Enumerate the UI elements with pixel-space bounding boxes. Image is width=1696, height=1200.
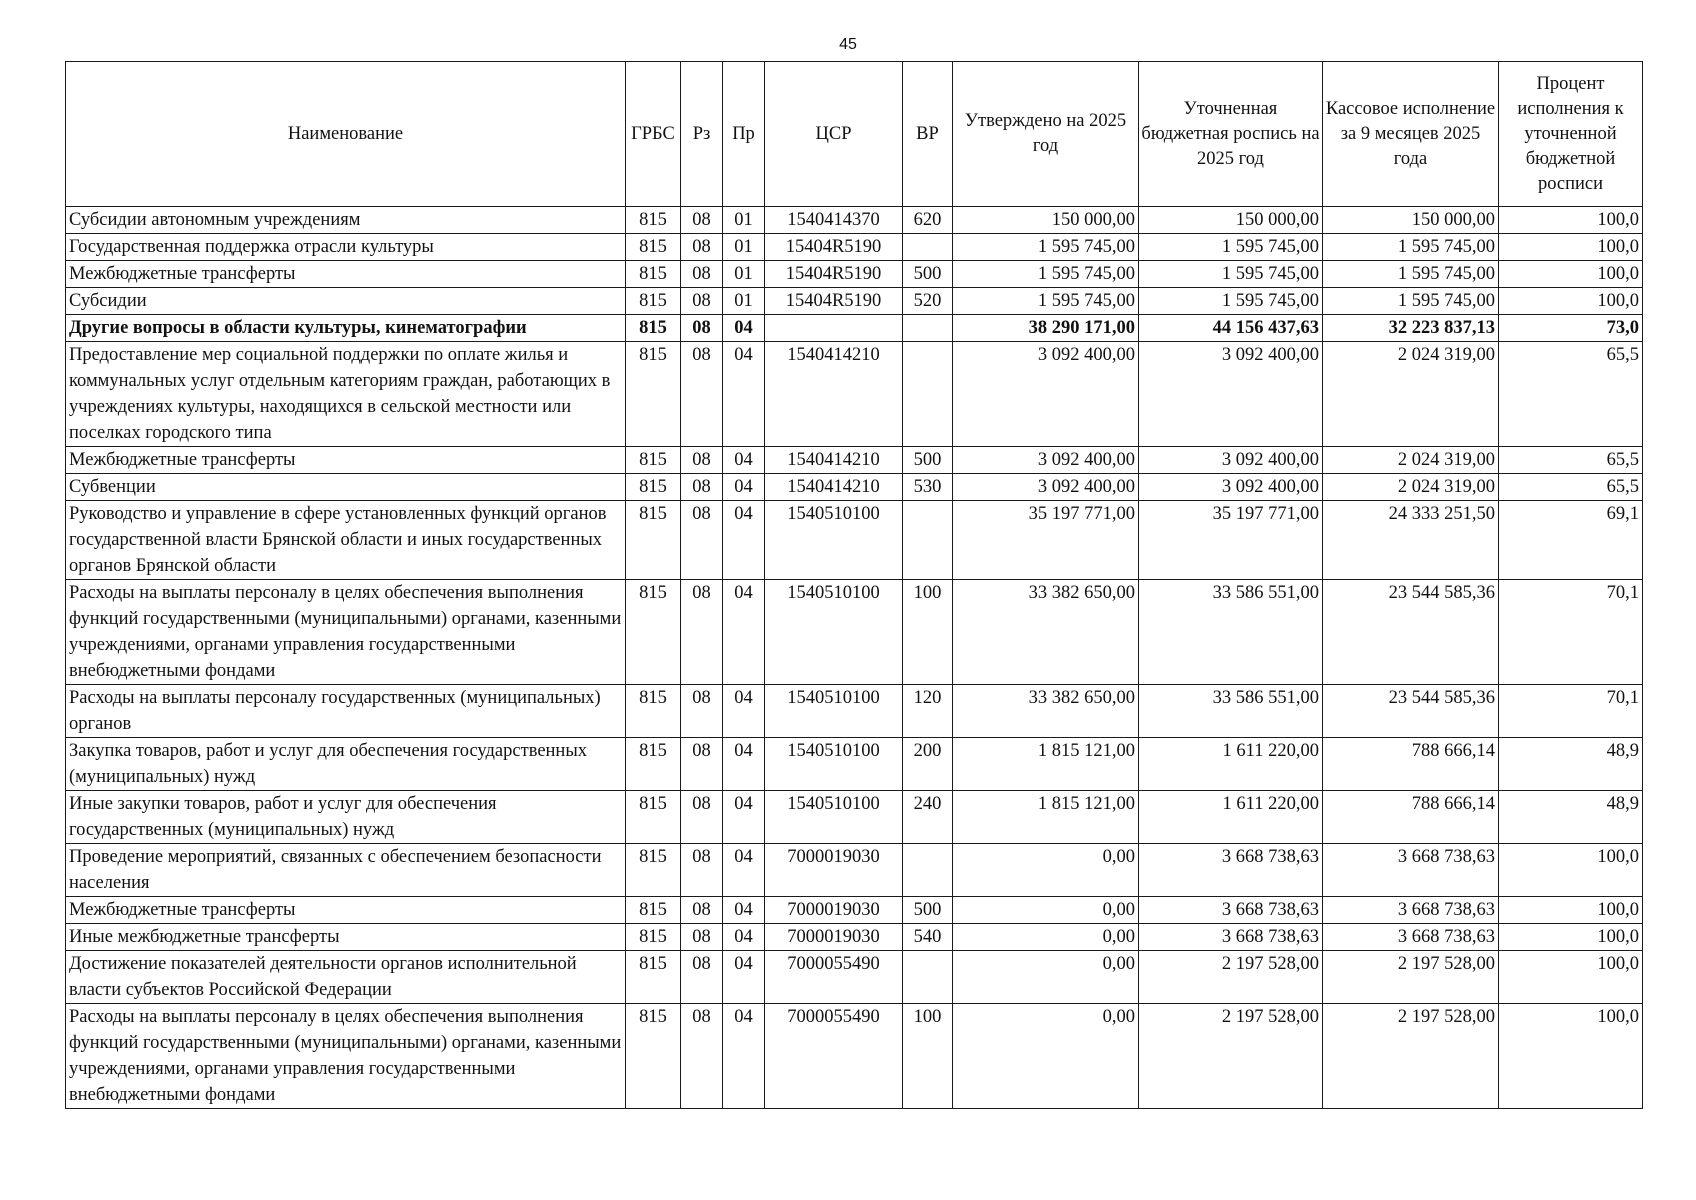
row-percent: 65,5 <box>1499 474 1643 501</box>
row-rz: 08 <box>681 234 723 261</box>
table-row <box>66 951 1643 1004</box>
row-percent: 100,0 <box>1499 951 1643 1004</box>
table-row <box>66 315 1643 342</box>
table-row <box>66 844 1643 897</box>
table-row <box>66 288 1643 315</box>
row-percent: 100,0 <box>1499 207 1643 234</box>
row-csr: 1540510100 <box>765 501 903 580</box>
row-name: Государственная поддержка отрасли культуры <box>66 234 626 261</box>
row-pr: 04 <box>723 924 765 951</box>
table-row <box>66 501 1643 580</box>
row-rz: 08 <box>681 261 723 288</box>
row-rz: 08 <box>681 791 723 844</box>
table-row <box>66 261 1643 288</box>
header-csr: ЦСР <box>765 62 903 207</box>
row-approved: 1 815 121,00 <box>953 791 1139 844</box>
row-grbs: 815 <box>626 342 681 447</box>
row-approved: 150 000,00 <box>953 207 1139 234</box>
table-row <box>66 207 1643 234</box>
row-name: Межбюджетные трансферты <box>66 447 626 474</box>
row-pr: 04 <box>723 897 765 924</box>
row-cash: 23 544 585,36 <box>1323 685 1499 738</box>
row-name: Руководство и управление в сфере установленных функций органов государственной власти Брянской области и иных государственных органов Брянской области <box>66 501 626 580</box>
row-percent: 73,0 <box>1499 315 1643 342</box>
row-percent: 70,1 <box>1499 685 1643 738</box>
row-cash: 3 668 738,63 <box>1323 924 1499 951</box>
row-vr: 540 <box>903 924 953 951</box>
row-rz: 08 <box>681 1004 723 1109</box>
row-rz: 08 <box>681 738 723 791</box>
row-vr <box>903 501 953 580</box>
row-cash: 1 595 745,00 <box>1323 234 1499 261</box>
header-percent: Процент исполнения к уточненной бюджетной росписи <box>1499 62 1643 207</box>
row-refined: 2 197 528,00 <box>1139 951 1323 1004</box>
row-vr: 620 <box>903 207 953 234</box>
row-name: Расходы на выплаты персоналу государственных (муниципальных) органов <box>66 685 626 738</box>
row-percent: 65,5 <box>1499 342 1643 447</box>
row-cash: 3 668 738,63 <box>1323 844 1499 897</box>
row-vr: 500 <box>903 897 953 924</box>
row-name: Субсидии автономным учреждениям <box>66 207 626 234</box>
row-rz: 08 <box>681 288 723 315</box>
row-vr <box>903 315 953 342</box>
row-csr: 1540414210 <box>765 474 903 501</box>
row-rz: 08 <box>681 844 723 897</box>
row-grbs: 815 <box>626 234 681 261</box>
row-grbs: 815 <box>626 844 681 897</box>
row-name: Расходы на выплаты персоналу в целях обеспечения выполнения функций государственными (муниципальными) органами, казенными учреждениями, органами управления государственными внебюджетными фондами <box>66 580 626 685</box>
row-grbs: 815 <box>626 1004 681 1109</box>
row-name: Проведение мероприятий, связанных с обеспечением безопасности населения <box>66 844 626 897</box>
row-pr: 01 <box>723 234 765 261</box>
row-csr <box>765 315 903 342</box>
row-approved: 35 197 771,00 <box>953 501 1139 580</box>
row-approved: 1 815 121,00 <box>953 738 1139 791</box>
table-row <box>66 897 1643 924</box>
header-cash: Кассовое исполнение за 9 месяцев 2025 года <box>1323 62 1499 207</box>
row-name: Закупка товаров, работ и услуг для обеспечения государственных (муниципальных) нужд <box>66 738 626 791</box>
row-pr: 04 <box>723 501 765 580</box>
row-pr: 04 <box>723 738 765 791</box>
table-row <box>66 738 1643 791</box>
page-number: 45 <box>839 36 857 53</box>
row-refined: 1 595 745,00 <box>1139 288 1323 315</box>
row-pr: 01 <box>723 288 765 315</box>
row-cash: 1 595 745,00 <box>1323 261 1499 288</box>
row-pr: 04 <box>723 315 765 342</box>
row-grbs: 815 <box>626 924 681 951</box>
row-csr: 1540510100 <box>765 580 903 685</box>
row-cash: 2 024 319,00 <box>1323 342 1499 447</box>
row-refined: 1 595 745,00 <box>1139 261 1323 288</box>
row-csr: 15404R5190 <box>765 234 903 261</box>
row-name: Межбюджетные трансферты <box>66 897 626 924</box>
header-rz: Рз <box>681 62 723 207</box>
row-percent: 100,0 <box>1499 288 1643 315</box>
row-percent: 70,1 <box>1499 580 1643 685</box>
table-row <box>66 234 1643 261</box>
row-rz: 08 <box>681 342 723 447</box>
budget-table <box>65 61 1643 1109</box>
row-percent: 100,0 <box>1499 897 1643 924</box>
row-vr: 500 <box>903 447 953 474</box>
row-pr: 04 <box>723 580 765 685</box>
table-row <box>66 685 1643 738</box>
table-row <box>66 1004 1643 1109</box>
row-approved: 1 595 745,00 <box>953 288 1139 315</box>
row-name: Достижение показателей деятельности органов исполнительной власти субъектов Российской Федерации <box>66 951 626 1004</box>
header-name: Наименование <box>66 62 626 207</box>
header-grbs: ГРБС <box>626 62 681 207</box>
row-name: Расходы на выплаты персоналу в целях обеспечения выполнения функций государственными (муниципальными) органами, казенными учреждениями, органами управления государственными внебюджетными фондами <box>66 1004 626 1109</box>
table-header-row <box>66 62 1643 207</box>
row-name: Предоставление мер социальной поддержки по оплате жилья и коммунальных услуг отдельным категориям граждан, работающих в учреждениях культуры, находящихся в сельской местности или поселках городского типа <box>66 342 626 447</box>
row-refined: 33 586 551,00 <box>1139 580 1323 685</box>
row-refined: 3 092 400,00 <box>1139 447 1323 474</box>
row-percent: 48,9 <box>1499 738 1643 791</box>
row-approved: 1 595 745,00 <box>953 261 1139 288</box>
row-cash: 788 666,14 <box>1323 791 1499 844</box>
row-cash: 788 666,14 <box>1323 738 1499 791</box>
table-row <box>66 580 1643 685</box>
row-vr <box>903 951 953 1004</box>
row-percent: 100,0 <box>1499 261 1643 288</box>
row-grbs: 815 <box>626 447 681 474</box>
row-csr: 1540510100 <box>765 685 903 738</box>
row-rz: 08 <box>681 207 723 234</box>
row-cash: 23 544 585,36 <box>1323 580 1499 685</box>
row-refined: 3 668 738,63 <box>1139 897 1323 924</box>
row-rz: 08 <box>681 447 723 474</box>
row-percent: 48,9 <box>1499 791 1643 844</box>
row-approved: 3 092 400,00 <box>953 474 1139 501</box>
header-refined: Уточненная бюджетная роспись на 2025 год <box>1139 62 1323 207</box>
row-pr: 04 <box>723 951 765 1004</box>
row-refined: 2 197 528,00 <box>1139 1004 1323 1109</box>
row-refined: 1 611 220,00 <box>1139 791 1323 844</box>
row-name: Субвенции <box>66 474 626 501</box>
row-approved: 0,00 <box>953 897 1139 924</box>
row-vr: 100 <box>903 580 953 685</box>
row-pr: 04 <box>723 1004 765 1109</box>
row-approved: 3 092 400,00 <box>953 447 1139 474</box>
table-row <box>66 474 1643 501</box>
row-cash: 32 223 837,13 <box>1323 315 1499 342</box>
row-csr: 1540510100 <box>765 791 903 844</box>
row-approved: 0,00 <box>953 1004 1139 1109</box>
row-cash: 1 595 745,00 <box>1323 288 1499 315</box>
row-rz: 08 <box>681 580 723 685</box>
row-grbs: 815 <box>626 791 681 844</box>
row-name: Межбюджетные трансферты <box>66 261 626 288</box>
row-csr: 1540414210 <box>765 342 903 447</box>
header-approved: Утверждено на 2025 год <box>953 62 1139 207</box>
row-approved: 1 595 745,00 <box>953 234 1139 261</box>
row-grbs: 815 <box>626 738 681 791</box>
row-refined: 3 668 738,63 <box>1139 844 1323 897</box>
row-vr: 500 <box>903 261 953 288</box>
row-name: Иные закупки товаров, работ и услуг для обеспечения государственных (муниципальных) нужд <box>66 791 626 844</box>
row-refined: 1 611 220,00 <box>1139 738 1323 791</box>
row-approved: 0,00 <box>953 924 1139 951</box>
row-pr: 04 <box>723 844 765 897</box>
row-grbs: 815 <box>626 951 681 1004</box>
row-vr: 100 <box>903 1004 953 1109</box>
row-pr: 04 <box>723 342 765 447</box>
row-approved: 33 382 650,00 <box>953 685 1139 738</box>
row-rz: 08 <box>681 685 723 738</box>
row-percent: 69,1 <box>1499 501 1643 580</box>
row-approved: 0,00 <box>953 951 1139 1004</box>
row-csr: 7000055490 <box>765 951 903 1004</box>
row-pr: 04 <box>723 447 765 474</box>
row-cash: 2 197 528,00 <box>1323 951 1499 1004</box>
table-row <box>66 342 1643 447</box>
table-row <box>66 924 1643 951</box>
row-cash: 2 024 319,00 <box>1323 447 1499 474</box>
row-grbs: 815 <box>626 580 681 685</box>
row-rz: 08 <box>681 315 723 342</box>
row-pr: 04 <box>723 474 765 501</box>
row-pr: 04 <box>723 791 765 844</box>
row-cash: 3 668 738,63 <box>1323 897 1499 924</box>
row-grbs: 815 <box>626 315 681 342</box>
row-approved: 0,00 <box>953 844 1139 897</box>
row-percent: 65,5 <box>1499 447 1643 474</box>
table-row <box>66 791 1643 844</box>
row-name: Субсидии <box>66 288 626 315</box>
row-refined: 1 595 745,00 <box>1139 234 1323 261</box>
row-csr: 7000019030 <box>765 924 903 951</box>
row-grbs: 815 <box>626 207 681 234</box>
row-vr: 520 <box>903 288 953 315</box>
row-csr: 7000019030 <box>765 897 903 924</box>
row-vr <box>903 234 953 261</box>
row-rz: 08 <box>681 474 723 501</box>
row-cash: 2 197 528,00 <box>1323 1004 1499 1109</box>
table-body <box>66 207 1643 1109</box>
row-percent: 100,0 <box>1499 924 1643 951</box>
row-rz: 08 <box>681 897 723 924</box>
row-cash: 2 024 319,00 <box>1323 474 1499 501</box>
row-csr: 7000055490 <box>765 1004 903 1109</box>
row-vr: 120 <box>903 685 953 738</box>
row-csr: 1540414370 <box>765 207 903 234</box>
row-pr: 01 <box>723 207 765 234</box>
row-vr <box>903 844 953 897</box>
row-grbs: 815 <box>626 685 681 738</box>
row-refined: 3 092 400,00 <box>1139 474 1323 501</box>
row-refined: 35 197 771,00 <box>1139 501 1323 580</box>
row-csr: 15404R5190 <box>765 261 903 288</box>
row-approved: 38 290 171,00 <box>953 315 1139 342</box>
row-rz: 08 <box>681 951 723 1004</box>
table-row <box>66 447 1643 474</box>
row-grbs: 815 <box>626 897 681 924</box>
row-grbs: 815 <box>626 501 681 580</box>
row-vr: 240 <box>903 791 953 844</box>
row-name: Иные межбюджетные трансферты <box>66 924 626 951</box>
row-refined: 3 092 400,00 <box>1139 342 1323 447</box>
row-refined: 44 156 437,63 <box>1139 315 1323 342</box>
row-pr: 01 <box>723 261 765 288</box>
row-cash: 150 000,00 <box>1323 207 1499 234</box>
row-vr: 200 <box>903 738 953 791</box>
row-name: Другие вопросы в области культуры, кинематографии <box>66 315 626 342</box>
row-cash: 24 333 251,50 <box>1323 501 1499 580</box>
row-grbs: 815 <box>626 288 681 315</box>
row-refined: 33 586 551,00 <box>1139 685 1323 738</box>
row-percent: 100,0 <box>1499 844 1643 897</box>
row-grbs: 815 <box>626 474 681 501</box>
row-approved: 33 382 650,00 <box>953 580 1139 685</box>
row-percent: 100,0 <box>1499 234 1643 261</box>
header-vr: ВР <box>903 62 953 207</box>
row-pr: 04 <box>723 685 765 738</box>
row-rz: 08 <box>681 501 723 580</box>
row-vr <box>903 342 953 447</box>
row-rz: 08 <box>681 924 723 951</box>
row-grbs: 815 <box>626 261 681 288</box>
row-vr: 530 <box>903 474 953 501</box>
row-csr: 1540510100 <box>765 738 903 791</box>
row-approved: 3 092 400,00 <box>953 342 1139 447</box>
row-refined: 150 000,00 <box>1139 207 1323 234</box>
row-csr: 15404R5190 <box>765 288 903 315</box>
row-csr: 7000019030 <box>765 844 903 897</box>
row-refined: 3 668 738,63 <box>1139 924 1323 951</box>
row-percent: 100,0 <box>1499 1004 1643 1109</box>
header-pr: Пр <box>723 62 765 207</box>
row-csr: 1540414210 <box>765 447 903 474</box>
